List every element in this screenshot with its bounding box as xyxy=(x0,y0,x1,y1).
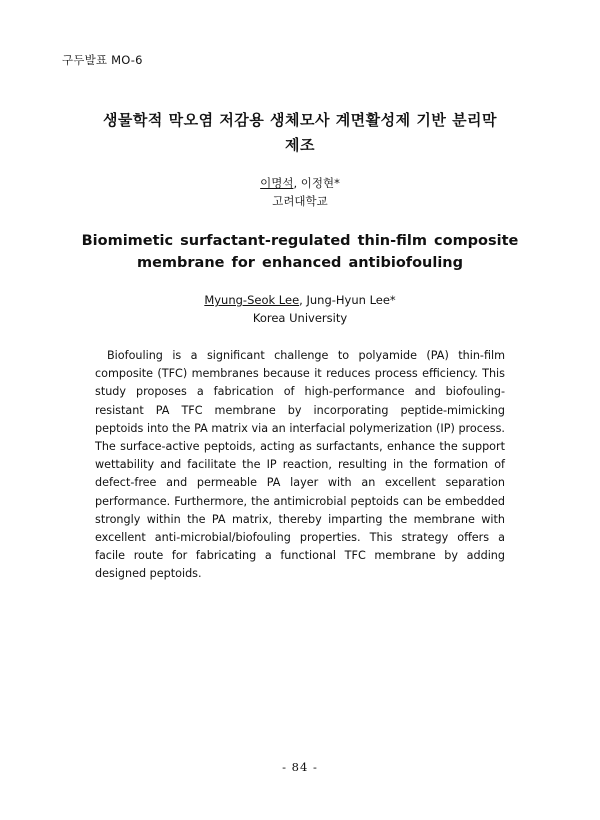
english-title-line-1: Biomimetic surfactant-regulated thin-film composite xyxy=(81,233,519,249)
korean-affiliation: 고려대학교 xyxy=(272,194,328,208)
english-corresponding-author: Jung-Hyun Lee* xyxy=(306,293,396,307)
korean-title xyxy=(60,108,540,158)
korean-title-line-2: 제조 xyxy=(285,136,315,154)
english-title xyxy=(60,230,540,274)
korean-title-line-1: 생물학적 막오염 저감용 생체모사 계면활성제 기반 분리막 xyxy=(102,111,498,129)
page-number: - 84 - xyxy=(282,760,318,774)
korean-presenting-author: 이명석 xyxy=(260,176,294,190)
korean-authors xyxy=(0,174,600,192)
english-title-line-2: membrane for enhanced antibiofouling xyxy=(136,255,464,271)
english-authors xyxy=(0,291,600,309)
abstract-text: Biofouling is a significant challenge to polyamide (PA) thin-film composite (TFC) membranes because it reduces process efficiency. This study proposes a fabrication of high-performance and biofouling-resistant PA TFC membrane by incorporating peptide-mimicking peptoids into the PA matrix via an interfacial polymerization (IP) process. The surface-active peptoids, acting as surfactants, enhance the support wettability and facilitate the IP reaction, resulting in the formation of defect-free and permeable PA layer with an excellent separation performance. Furthermore, the antimicrobial peptoids can be embedded strongly within the PA matrix, thereby imparting the membrane with excellent anti-microbial/biofouling properties. This strategy offers a facile route for fabricating a functional TFC membrane by adding designed peptoids. xyxy=(95,349,505,581)
english-presenting-author: Myung-Seok Lee xyxy=(204,293,300,307)
korean-corresponding-author: 이정현* xyxy=(300,176,340,190)
korean-author-separator: , xyxy=(293,176,301,190)
english-affiliation: Korea University xyxy=(252,311,348,325)
session-tag: 구두발표 MO-6 xyxy=(62,53,143,67)
english-author-separator: , xyxy=(299,293,307,307)
